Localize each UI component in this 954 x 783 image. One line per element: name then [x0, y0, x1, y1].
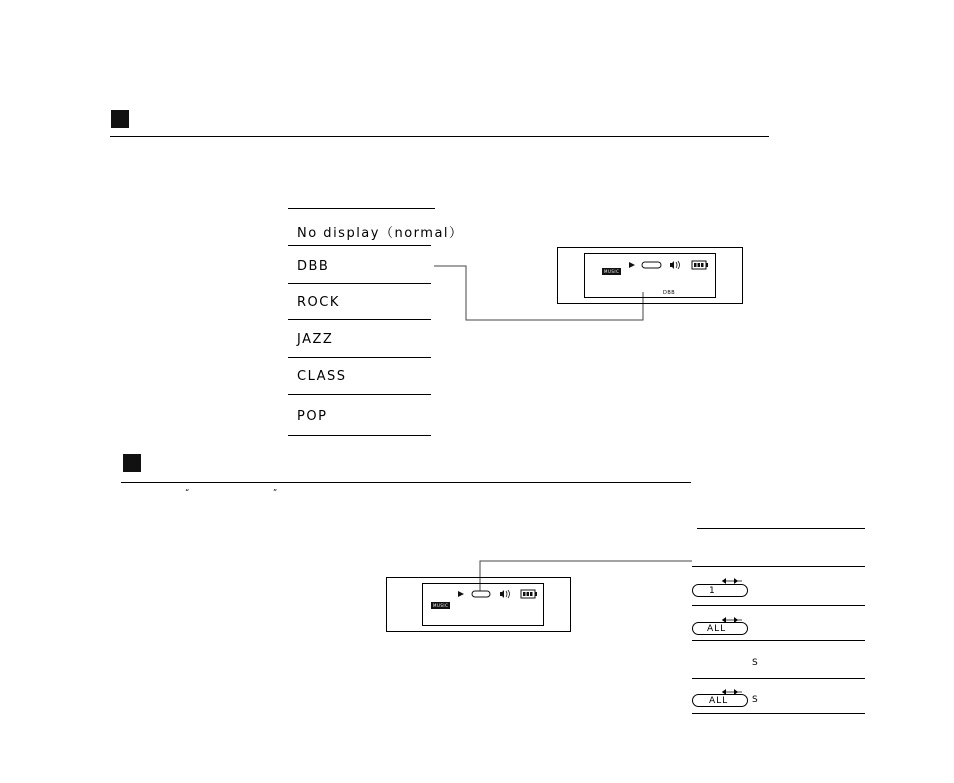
eq-option-jazz: JAZZ: [297, 332, 334, 347]
eq-option-pop: POP: [297, 409, 328, 424]
repeat-table-rule: [692, 713, 865, 714]
eq-option-normal: No display（normal）: [297, 226, 464, 241]
repeat-table-rule: [692, 566, 865, 567]
repeat-lcd-display: [422, 583, 544, 626]
repeat-lcd-screen: [386, 577, 571, 632]
quote-close: ”: [273, 488, 278, 497]
shuffle-suffix: S: [752, 658, 759, 668]
repeat-one-text: 1: [709, 586, 716, 596]
quote-open: “: [185, 488, 190, 497]
lcd-eq-label: DBB: [663, 290, 676, 296]
repeat-all-shuffle-suffix: S: [752, 695, 759, 705]
lcd-music-badge: MUSIC: [433, 603, 449, 608]
repeat-all-text: ALL: [707, 624, 727, 634]
repeat-one-icon: [692, 584, 748, 597]
eq-option-class: CLASS: [297, 369, 347, 384]
repeat-table-rule: [692, 605, 865, 606]
repeat-icon: [472, 591, 490, 597]
repeat-table-rule: [697, 528, 865, 529]
lcd-music-badge: MUSIC: [604, 269, 620, 274]
play-icon: [458, 591, 464, 597]
repeat-table-rule: [692, 640, 865, 641]
volume-icon: [500, 590, 504, 598]
repeat-table-rule: [692, 678, 865, 679]
repeat-all-shuffle-text: ALL: [709, 696, 729, 706]
eq-option-rock: ROCK: [297, 295, 340, 310]
eq-option-dbb: DBB: [297, 259, 330, 274]
